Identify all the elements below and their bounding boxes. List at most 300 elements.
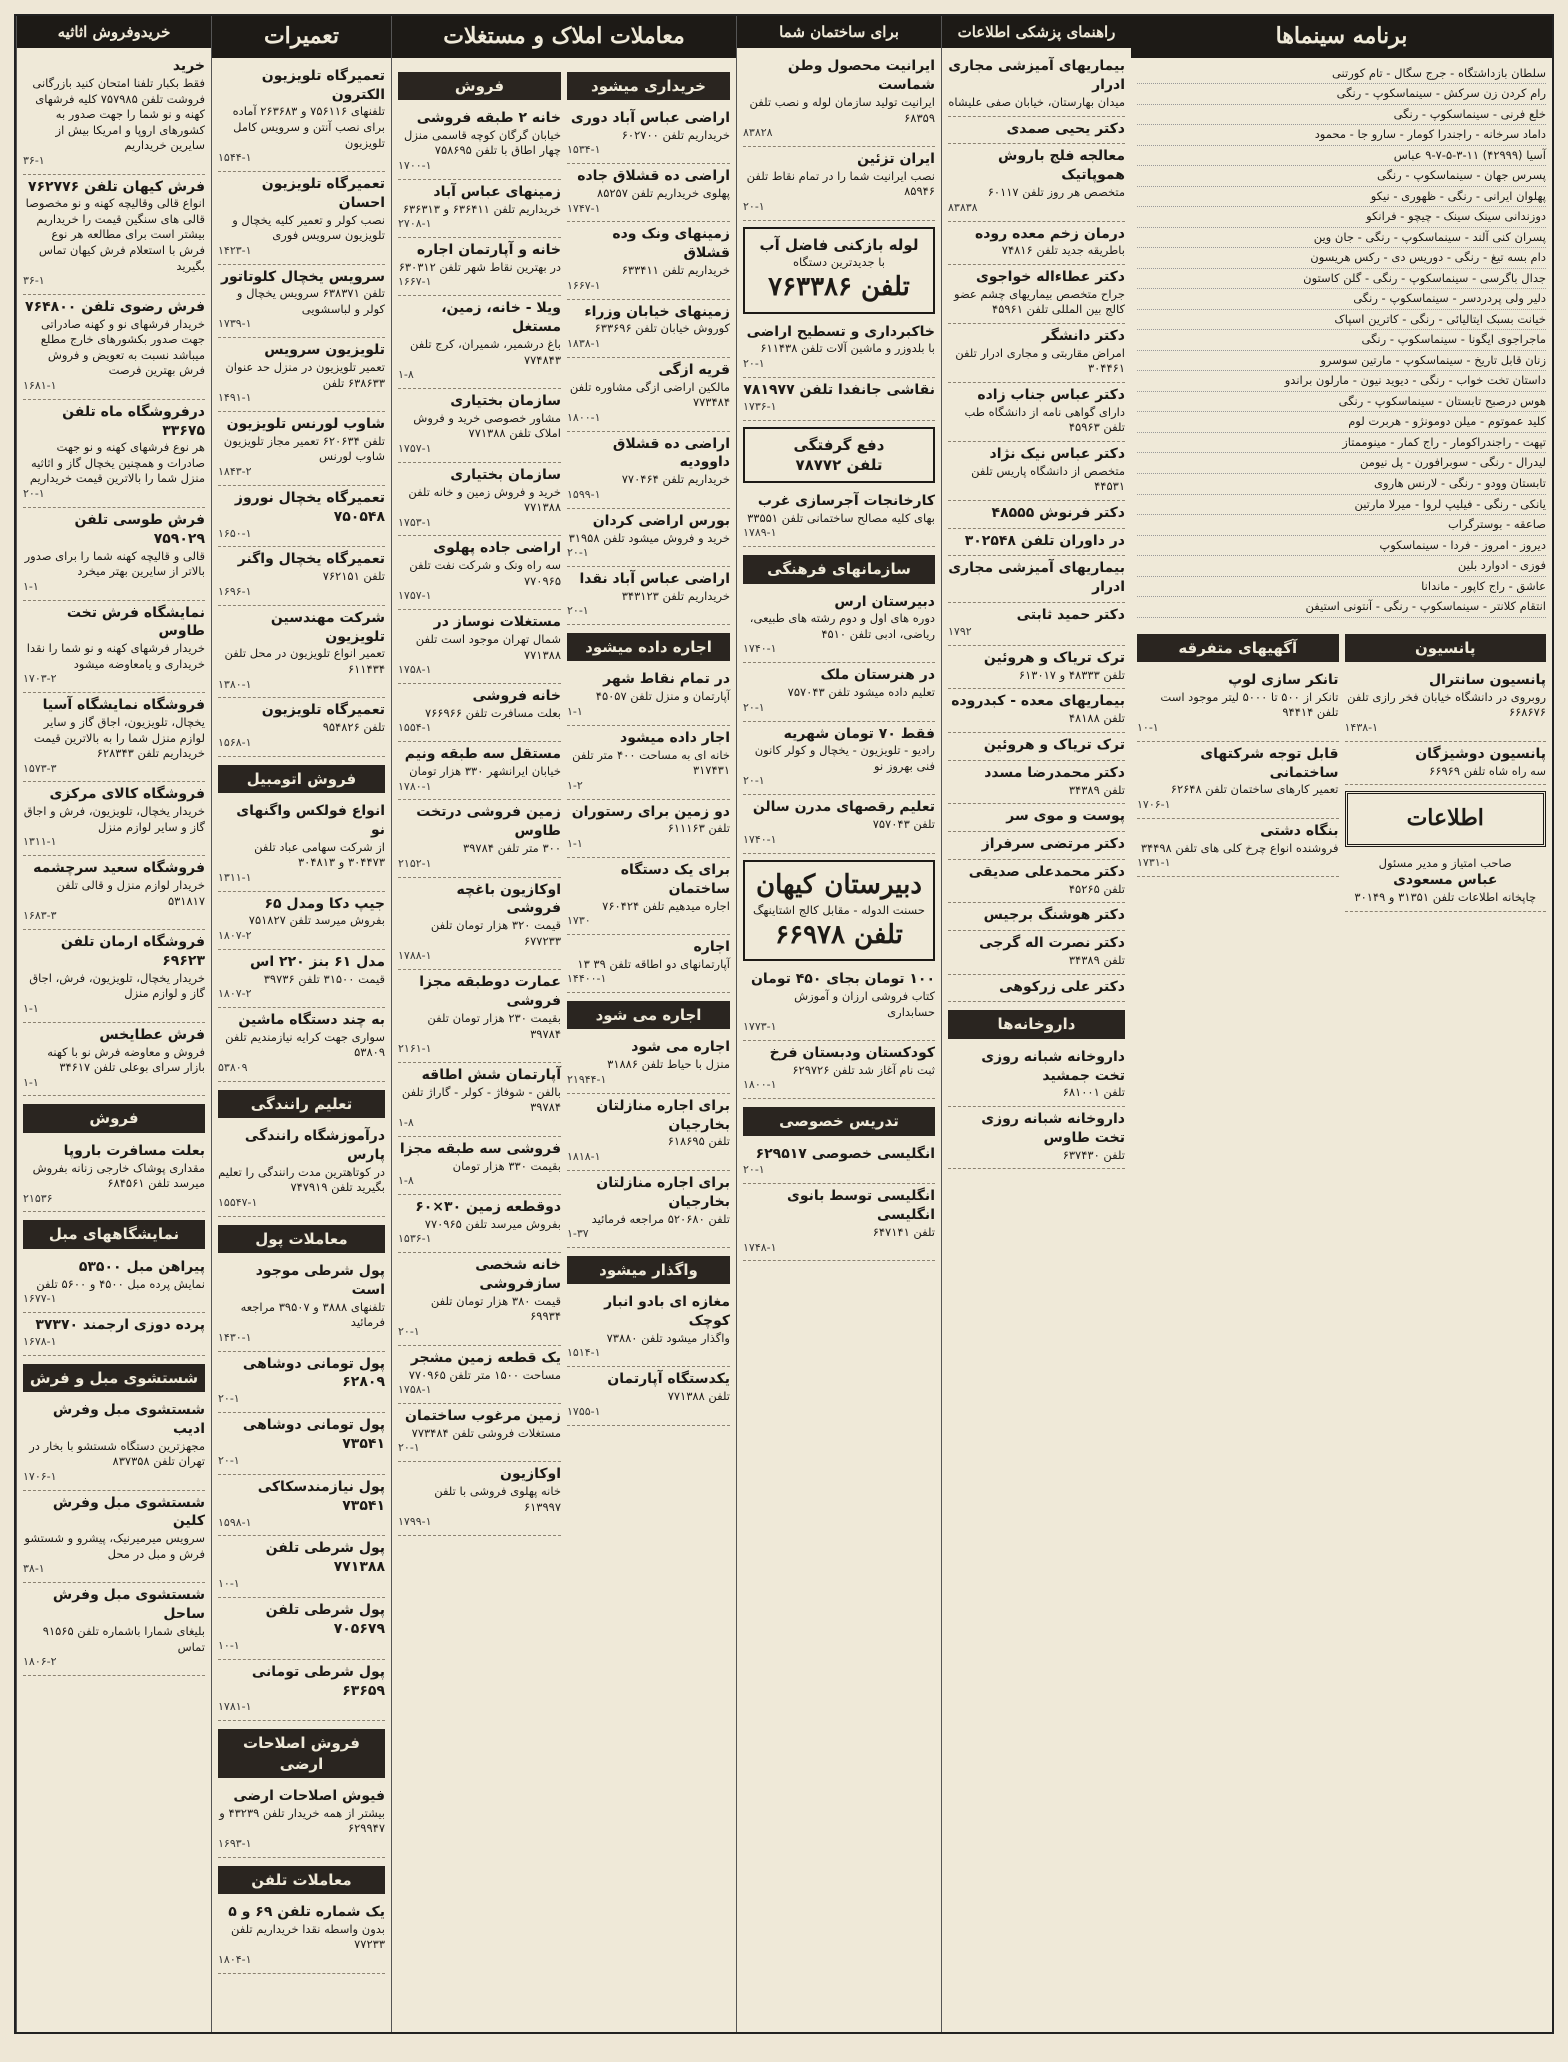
money-header: معاملات پول [218, 1225, 385, 1253]
ad-title: قابل توجه شرکتهای ساختمانی [1200, 745, 1339, 781]
ad-code: ۱۸۰۰-۱ [567, 410, 601, 424]
classified-ad [948, 529, 1125, 557]
classified-ad [743, 722, 935, 796]
ad-code: ۱۷۰۶-۱ [1137, 797, 1171, 811]
ad-title: دکتر یحیی صمدی [1006, 120, 1125, 137]
classified-ad [567, 800, 730, 858]
ad-code: ۱۵۵۴۷-۱ [218, 1195, 258, 1209]
ad-body: خریدار فرشهای کهنه و نو شما را نقدا خریداری و یامعاوضه میشود [26, 641, 205, 671]
ad-title: پول شرطی تلفن ۷۰۵۶۷۹ [265, 1602, 385, 1637]
cinema-listing: پسران کنی آلند - سینماسکوپ - رنگی - جان وین [1137, 228, 1546, 249]
ad-code: ۲۰-۱ [743, 1163, 765, 1177]
pest-ad-box [743, 427, 935, 484]
ad-code: ۱-۱ [23, 1075, 39, 1089]
ad-title: خانه و آپارتمان اجاره [416, 241, 561, 258]
classified-ad [567, 1035, 730, 1093]
ad-code: ۲۰-۱ [743, 199, 765, 213]
kayhan-school-name: دبیرستان کیهان [756, 869, 922, 900]
ad-code: ۱۷۸۱-۱ [218, 1700, 252, 1714]
ad-title: مستقل سه طبقه ونیم [404, 746, 561, 763]
classified-ad [948, 501, 1125, 529]
section-header-building: برای ساختمان شما [737, 16, 941, 48]
col-building [736, 16, 941, 2032]
cinema-listing: داماد سرخانه - راجندرا کومار - سارو جا - محمود [1137, 125, 1546, 146]
sale-ad-title: بعلت مسافرت باروپا [63, 1142, 205, 1159]
land-rights-ads [218, 1784, 385, 1858]
ad-code: ۱۸۰۰-۱ [743, 1078, 777, 1092]
ad-title: یک شماره تلفن ۶۹ و ۵ [228, 1903, 385, 1920]
ad-code: ۱۷۴۰-۱ [743, 832, 777, 846]
ad-body: بعلت مسافرت تلفن ۷۶۶۹۶۶ [424, 705, 561, 720]
classified-ad [567, 567, 730, 625]
ad-code: ۱۴۹۱-۱ [218, 391, 252, 405]
classified-ad [218, 1352, 385, 1414]
classified-ad [948, 860, 1125, 903]
ad-title: برای اجاره منازلتان بخارجیان [596, 1097, 730, 1133]
classified-ad [948, 931, 1125, 974]
ad-title: پیراهن مبل ۵۳۵۰۰ [78, 1258, 205, 1275]
classified-ad [743, 147, 935, 221]
ad-body: میدان بهارستان، خیابان صفی علیشاه [948, 95, 1125, 110]
ad-body: خریدار یخچال، تلویزیون، فرش، اجاق گاز و لوازم منزل [29, 970, 205, 1001]
classified-ad [218, 1475, 385, 1537]
ad-code: ۱-۱ [567, 836, 583, 850]
ad-body: نمایش پرده مبل ۴۵۰۰ و ۵۶۰۰ تلفن [36, 1276, 205, 1291]
ad-code: ۱-۸ [398, 368, 414, 382]
classified-ad [218, 412, 385, 486]
ad-code: ۱۵۹۹-۱ [567, 487, 601, 501]
ad-title: زمین فروشی درتخت طاوس [416, 804, 561, 840]
culture-header: سازمانهای فرهنگی [743, 555, 935, 583]
classified-ad [948, 1107, 1125, 1169]
classified-ad [743, 967, 935, 1041]
classified-ad [398, 1195, 561, 1253]
ad-code: ۱۸۰۷-۲ [218, 928, 252, 942]
ad-code: ۱۶۹۶-۱ [218, 584, 252, 598]
ad-title: جیپ دکا ومدل ۶۵ [264, 895, 385, 912]
ad-body: آپارتمانهای دو اطاقه تلفن ۳۹ ۱۳ [577, 956, 730, 971]
sale-ad-body: مقداری پوشاک خارجی زنانه بفروش میرسد تلفن ۶۸۴۵۶۱ [32, 1160, 205, 1191]
ad-body: تلفن ۷۵۷۰۴۳ [872, 817, 935, 832]
ad-body: خانه پهلوی فروشی با تلفن ۶۱۳۹۹۷ [434, 1484, 561, 1514]
ad-body: تلفن ۶۱۸۶۹۵ [667, 1134, 730, 1149]
ad-title: مستغلات نوساز در [433, 614, 561, 631]
classified-ad [743, 489, 935, 547]
owner-name: عباس مسعودی [1393, 872, 1498, 889]
pension-column [1345, 626, 1547, 912]
ad-title: داروخانه شبانه روزی تخت جمشید [981, 1048, 1125, 1084]
classified-ad [23, 601, 205, 694]
ad-body: خیابان گرگان کوچه قاسمی منزل چهار اطاق با تلفن ۷۵۸۶۹۵ [404, 127, 561, 158]
wash-ads [23, 1398, 205, 1676]
ad-body: قالی و قالیچه کهنه شما را برای صدور بالاتر از سایرین بهتر میخرد [24, 548, 205, 579]
ad-body: تعمیر تلویزیون در منزل حد عنوان ۶۳۸۶۳۳ تلفن [225, 360, 385, 390]
classified-ad [218, 1124, 385, 1217]
ad-title: دکتر عباس نیک نژاد [989, 445, 1125, 462]
ad-title: درآموزشگاه رانندگی پارس [244, 1128, 385, 1163]
teach-ads [743, 1142, 935, 1262]
ad-code: ۱۷۸۹-۱ [743, 526, 777, 540]
cinema-listing: زنان قابل تاریخ - سینماسکوپ - مارتین سوسرو [1137, 351, 1546, 372]
classified-ad [567, 222, 730, 299]
ad-body: مساحت ۱۵۰۰ متر تلفن ۷۷۰۹۶۵ [408, 1367, 561, 1382]
ad-code: ۱۵۳۴-۱ [567, 143, 601, 157]
ad-title: در داوران تلفن ۳۰۲۵۴۸ [964, 532, 1125, 549]
classified-ad [567, 106, 730, 164]
ad-title: تانکر سازی لوپ [1228, 671, 1339, 688]
cinema-listing: کلید عموتوم - میلن دومونژو - هربرت لوم [1137, 412, 1546, 433]
ad-body: نصب ایرانیت شما را در تمام نقاط تلفن ۸۵۹۴۶ [746, 168, 935, 199]
ad-body: مالکین اراضی ازگی مشاوره تلفن ۷۷۳۴۸۴ [569, 379, 730, 410]
classified-ad [218, 1259, 385, 1352]
cinema-listing: ماجراجوی ایگونا - سینماسکوپ - رنگی [1137, 330, 1546, 351]
ad-code: ۱-۲ [567, 778, 583, 792]
ad-code: ۱۸۳۸-۱ [567, 336, 601, 350]
classified-ad [567, 164, 730, 222]
classified-ad [23, 1583, 205, 1676]
classified-ad [218, 1598, 385, 1660]
ad-title: زمینهای ونک وده قشلاق [612, 226, 730, 262]
medical-ads [948, 54, 1125, 1002]
ad-code: ۱۶۷۸-۱ [23, 1334, 57, 1348]
ad-code: ۱۷۴۷-۱ [567, 201, 601, 215]
ad-title: اراضی ده قشلاق جاده [577, 168, 730, 185]
ad-body: شمال تهران موجود است تلفن ۷۷۱۳۸۸ [415, 632, 561, 662]
classified-ad [948, 903, 1125, 931]
ad-code: ۱۵۳۶-۱ [398, 1232, 432, 1246]
classified-ad [23, 54, 205, 174]
classified-ad [398, 610, 561, 684]
ad-code: ۱-۱ [567, 704, 583, 718]
classified-ad [218, 1900, 385, 1974]
ad-title: شاوب لورنس تلویزیون [226, 416, 385, 433]
classified-ad [948, 603, 1125, 646]
classified-ad [743, 54, 935, 147]
ad-title: خانه فروشی [472, 687, 561, 704]
ad-title: بورس اراضی کردان [592, 512, 730, 529]
ad-code: ۱۵۵۴-۱ [398, 721, 432, 735]
classified-ad [948, 265, 1125, 324]
ad-code: ۱-۱ [23, 579, 39, 593]
ad-body: باطریقه جدید تلفن ۷۴۸۱۶ [1001, 243, 1125, 258]
cinema-listing: دام بسه تیغ - رنگی - دوریس دی - رکس هریسون [1137, 248, 1546, 269]
ad-title: تعمیرگاه تلویزیون احسان [261, 175, 385, 211]
ad-body: بیشتر از همه خریدار تلفن ۴۳۲۳۹ و ۶۲۹۹۴۷ [219, 1805, 385, 1836]
cinema-listing: خیانت بسبک ایتالیائی - رنگی - کاترین اسپاک [1137, 310, 1546, 331]
ad-body: پهلوی خریداریم تلفن ۸۵۲۵۷ [597, 186, 730, 201]
building-ads-3 [743, 489, 935, 547]
classified-ad [218, 1784, 385, 1858]
re-sale-ads [398, 106, 561, 1536]
classified-ad [218, 547, 385, 605]
ad-code: ۱۷۳۶-۱ [743, 399, 777, 413]
ad-body: انواع قالی وقالیچه کهنه و نو مخصوصا قالی های سنگین قیمت را خریداریم بیشتر است برای مطالعه هر نوع فرش با استعلام فرش کیهان تماس بگیرید [25, 196, 205, 273]
imprint [1345, 853, 1547, 912]
ad-body: امراض مقاربتی و مجاری ادرار تلفن ۳۰۴۴۶۱ [955, 345, 1125, 376]
ad-title: دکتر هوشنگ برجیس [983, 907, 1125, 924]
classified-ad [218, 1660, 385, 1722]
ad-title: ایران تزئین [857, 150, 935, 167]
ad-body: کوروش خیابان تلفن ۶۳۳۶۹۶ [594, 321, 730, 336]
ad-title: نقاشی جانفدا تلفن ۷۸۱۹۷۷ [743, 381, 935, 398]
ad-title: نمایشگاه فرش تخت طاوس [66, 604, 205, 640]
col-medical [941, 16, 1131, 2032]
ad-body: قیمت ۳۱۵۰۰ تلفن ۳۹۷۳۶ [263, 971, 385, 986]
pest-ad-line1: دفع گرفتگی [793, 435, 885, 454]
ad-title: یکدستگاه آپارتمان [607, 1371, 730, 1388]
classified-ad [948, 646, 1125, 689]
ad-code: ۲۱۵۲-۱ [398, 856, 432, 870]
cinema-listing: یانکی - رنگی - فیلیپ لروا - میرلا مارتین [1137, 495, 1546, 516]
classified-ad [23, 508, 205, 601]
ad-title: تعمیرگاه یخچال نوروز ۷۵۰۵۴۸ [234, 489, 385, 525]
classified-ad [23, 1491, 205, 1584]
sale-ad [23, 1139, 205, 1213]
ad-body: تعلیم داده میشود تلفن ۷۵۷۰۴۳ [787, 685, 935, 700]
ad-title: بنگاه دشتی [1260, 822, 1339, 839]
ad-title: درفروشگاه ماه تلفن ۳۳۶۷۵ [62, 403, 205, 439]
cinema-listing: لیدرال - رنگی - سوبرافورن - پل نیومن [1137, 453, 1546, 474]
ad-body: خرید و فروش میشود تلفن ۳۱۹۵۸ [568, 530, 730, 545]
phone-header: معاملات تلفن [218, 1866, 385, 1894]
re-rent-header: اجاره داده میشود [567, 633, 730, 661]
land-rights-header: فروش اصلاحات ارضی [218, 1729, 385, 1778]
ad-title: زمینهای عباس آباد [433, 183, 561, 200]
pipe-ad-phone: تلفن ۷۶۳۳۸۶ [768, 272, 910, 303]
classified-ad [23, 1023, 205, 1097]
kayhan-school-phone: تلفن ۶۶۹۷۸ [775, 920, 903, 951]
classified-ad [218, 486, 385, 548]
classified-ad [567, 1367, 730, 1425]
classified-ad [218, 64, 385, 172]
ad-title: فرش کیهان تلفن ۷۶۲۷۷۶ [27, 178, 205, 195]
classified-ad [743, 663, 935, 721]
classified-ad [398, 536, 561, 610]
building-ads [743, 54, 935, 220]
ad-body: متخصص از دانشگاه پاریس تلفن ۴۴۵۳۱ [971, 463, 1125, 494]
ettelaat-logo: اطلاعات [1345, 791, 1547, 847]
ad-code: ۱۷۰۰-۱ [398, 158, 432, 172]
ad-title: به چند دستگاه ماشین [238, 1012, 385, 1028]
classified-ad [948, 689, 1125, 732]
classified-ad [743, 795, 935, 853]
ad-body: ۳۰۰ متر تلفن ۳۹۷۸۴ [463, 841, 561, 856]
ad-code: ۲۱۹۴۴-۱ [567, 1072, 607, 1086]
ad-code: ۱۷۸۸-۱ [398, 949, 432, 963]
ad-title: یک قطعه زمین مشجر [410, 1349, 561, 1366]
ad-code: ۱۵۶۸-۱ [218, 735, 252, 749]
furniture-ads [23, 1255, 205, 1356]
classified-ad [218, 799, 385, 892]
classified-ad [398, 1063, 561, 1137]
classified-ad [23, 175, 205, 295]
col-buy-sell [16, 16, 211, 2032]
classified-ad [1345, 742, 1547, 785]
cinema-listing: فوزی - ادوارد بلین [1137, 556, 1546, 577]
classified-ad [567, 1171, 730, 1248]
ad-code: ۲۰-۱ [218, 1453, 240, 1467]
cinema-listing: دوزندانی سینک سینک - چیچو - فرانکو [1137, 207, 1546, 228]
sale-header: فروش [23, 1104, 205, 1132]
ad-code: ۱۶۵۰-۱ [218, 526, 252, 540]
ad-code: ۱۸۰۶-۲ [23, 1655, 57, 1669]
phone-ads [218, 1900, 385, 1974]
ad-title: قریه ازگی [658, 361, 730, 378]
ad-code: ۱۷۹۹-۱ [398, 1515, 432, 1529]
ad-body: واگذار میشود تلفن ۷۳۸۸۰ [606, 1330, 730, 1345]
ad-title: شستشوی مبل وفرش کلین [52, 1494, 205, 1530]
ad-body: بفروش میرسد تلفن ۷۵۱۸۲۷ [248, 913, 385, 928]
ad-body: خریداریم تلفن ۶۳۳۴۱۱ [621, 263, 730, 278]
pharmacy-ads [948, 1045, 1125, 1170]
classified-ad [398, 1404, 561, 1462]
cinema-listing: سلطان بازداشتگاه - جرج سگال - تام کورتنی [1137, 64, 1546, 85]
ad-title: اجاره [693, 938, 730, 955]
ad-body: بدون واسطه نقدا خریداریم تلفن ۷۷۲۳۳ [231, 1921, 385, 1952]
ad-code: ۱۶۹۳-۱ [218, 1836, 252, 1850]
cinema-listing: عاشق - راج کاپور - ماندانا [1137, 577, 1546, 598]
ad-code: ۱-۱ [23, 1001, 39, 1015]
ad-body: جراح متخصص بیماریهای چشم عضو کالج بین المللی تلفن ۴۵۹۶۱ [954, 286, 1125, 317]
ad-code: ۳۶-۱ [23, 274, 45, 288]
ad-code: ۱۷۹۲ [948, 625, 972, 639]
ad-body: خریداریم تلفن ۷۷۰۴۶۴ [621, 472, 730, 487]
ad-body: فروشنده انواع چرخ کلی های تلفن ۳۴۴۹۸ [1140, 840, 1339, 855]
ad-body: فقط بکبار تلفنا امتحان کنید بازرگانی فروشت تلفن ۷۵۷۹۸۵ کلیه فرشهای کهنه و نو شما را جهت صدور به کشورهای اروپا و امریکا بیش از سایرین خریداریم [32, 76, 205, 153]
classified-ad [218, 950, 385, 1008]
ad-code: ۵۳۸۰۹ [218, 1060, 248, 1074]
pipe-ad-line2: با جدیدترین دستگاه [792, 254, 885, 269]
ad-body: سه راه ونک و شرکت نفت تلفن ۷۷۰۹۶۵ [409, 558, 561, 588]
culture-ads [743, 590, 935, 854]
ad-body: هر نوع فرشهای کهنه و نو جهت صادرات و همچنین یخچال گاز و اثاثیه منزل شما را بالاترین قیمت خریداریم [29, 440, 205, 486]
ad-body: خریدار لوازم منزل و قالی تلفن ۵۳۱۸۱۷ [56, 878, 205, 908]
ad-title: در هنرستان ملک [820, 667, 935, 684]
cinema-listing: انتقام کلانتر - سینماسکوپ - رنگی - آنتونی استیفن [1137, 597, 1546, 618]
classified-ad [1137, 819, 1339, 877]
ad-title: پانسیون سانترال [1429, 671, 1546, 688]
owner-label: صاحب امتیاز و مدیر مسئول [1378, 855, 1512, 870]
ad-title: پرده دوزی ارجمند ۳۷۳۷۰ [35, 1316, 205, 1333]
ad-title: بیماریهای آمیزشی مجاری ادرار [948, 58, 1125, 94]
cinema-listing: هوس درصبح تابستان - سینماسکوپ - رنگی [1137, 392, 1546, 413]
ad-code: ۲۰-۱ [567, 546, 589, 560]
ad-title: فروشگاه سعید سرچشمه [33, 860, 205, 877]
ad-body: خریداریم تلفن ۳۴۳۱۲۳ [621, 588, 730, 603]
ad-body: در بهترین نقاط شهر تلفن ۶۳۰۳۱۲ [398, 259, 561, 274]
ad-body: بفروش میرسد تلفن ۷۷۰۹۶۵ [424, 1216, 561, 1231]
real-estate-body [398, 64, 730, 1536]
ad-title: دوقطعه زمین ۳۰×۶۰ [415, 1198, 561, 1215]
ad-title: آپارتمان شش اطاقه [421, 1066, 561, 1083]
ad-title: دکتر محمدرضا مسدد [984, 764, 1125, 781]
wash-header: شستشوی مبل و فرش [23, 1364, 205, 1392]
classified-ad [743, 1184, 935, 1261]
ad-body: خریداریم تلفن ۶۳۶۴۱۱ و ۶۳۶۳۱۳ [402, 201, 561, 216]
ad-code: ۱-۳۷ [567, 1227, 589, 1241]
classified-ad [398, 1462, 561, 1536]
ad-title: اجاره می شود [631, 1039, 730, 1056]
ad-body: سرویس میرمیرنیک، پیشرو و شستشو فرش و مبل در محل [24, 1531, 205, 1561]
ad-code: ۱۷۷۳-۱ [743, 1020, 777, 1034]
real-estate-sale-column [398, 64, 561, 1536]
ad-code: ۱-۸ [398, 1115, 414, 1129]
ad-title: دبیرستان ارس [834, 593, 935, 610]
ad-code: ۲۰-۱ [218, 1392, 240, 1406]
ad-body: خیابان ایرانشهر ۳۳۰ هزار تومان [409, 764, 561, 779]
pension-header: پانسیون [1345, 634, 1547, 662]
ad-title: شرکت مهندسین تلویزیون [270, 609, 385, 645]
building-ads-2 [743, 320, 935, 421]
ad-title: دو زمین برای رستوران [571, 803, 730, 820]
ad-body: دارای گواهی نامه از دانشگاه طب تلفن ۴۵۹۶۳ [964, 404, 1125, 435]
ad-code: ۱۶۸۱-۱ [23, 378, 57, 392]
kayhan-school-address: حسنت الدوله - مقابل کالج اشتاینهگ [753, 902, 925, 917]
furniture-header: نمایشگاههای مبل [23, 1220, 205, 1248]
classified-ad [567, 432, 730, 509]
ad-body: یخچال، تلویزیون، اجاق گاز و سایر لوازم منزل شما را به بالاترین قیمت خریداریم تلفن ۶۲۸۳۴۳ [33, 715, 205, 761]
classified-ad [948, 442, 1125, 501]
ad-title: مدل ۶۱ بنز ۲۲۰ اس [250, 953, 385, 970]
ad-body: تلفن ۴۵۲۶۵ [1068, 881, 1125, 896]
ad-title: فروشی سه طبقه مجزا [399, 1140, 561, 1157]
ad-code: ۸۳۸۳۸ [948, 200, 978, 214]
ad-body: بلیغای شمارا باشماره تلفن ۹۱۵۶۵ تماس [42, 1623, 205, 1654]
classified-ad [567, 667, 730, 725]
ad-title: در تمام نقاط شهر [603, 671, 730, 688]
ad-code: ۲۰-۱ [567, 604, 589, 618]
ad-title: فروشگاه کالای مرکزی [49, 786, 205, 803]
ad-body: خریدار فرشهای نو و کهنه صادراتی جهت صدور بکشورهای خارج مطلع میباشد نسبت به تعویض و فروش فرش بهترین فرصت [40, 316, 205, 378]
classified-ad [398, 970, 561, 1063]
ad-code: ۱۷۳۱-۱ [1137, 856, 1171, 870]
classified-ad [948, 54, 1125, 116]
classified-ad [1345, 668, 1547, 742]
ad-code: ۱۵۴۴-۱ [218, 151, 252, 165]
ad-body: تعمیر کارهای ساختمان تلفن ۶۲۶۴۸ [1170, 782, 1339, 797]
ad-code: ۸۳۸۲۸ [743, 126, 773, 140]
classified-ad [218, 265, 385, 339]
money-ads [218, 1259, 385, 1721]
cinema-listing: داستان تخت خواب - رنگی - دیوید نیون - مارلون براندو [1137, 371, 1546, 392]
ad-title: ۱۰۰ تومان بجای ۴۵۰ تومان [750, 971, 935, 988]
ad-body: بالفن - شوفاژ - کولر - گاراژ تلفن ۳۹۷۸۴ [401, 1084, 561, 1115]
driving-ads [218, 1124, 385, 1217]
classified-ad [743, 320, 935, 378]
ad-code: ۱۴۴۰۰-۱ [567, 972, 607, 986]
ad-body: مجهزترین دستگاه شستشو با بخار در تهران تلفن ۸۳۷۳۵۸ [29, 1438, 205, 1469]
classified-ad [948, 383, 1125, 442]
ad-code: ۱۵۷۳-۳ [23, 761, 57, 775]
ad-body: روبروی در دانشگاه خیابان فخر رازی تلفن ۶۶۸۶۷۶ [1347, 689, 1546, 720]
ad-code: ۱۰-۱ [218, 1577, 240, 1591]
classified-ad [1137, 742, 1339, 819]
ad-code: ۱۵۱۴-۱ [567, 1346, 601, 1360]
ad-code: ۱۵۹۸-۱ [218, 1515, 252, 1529]
classified-ad [23, 1255, 205, 1313]
ad-code: ۱۰-۱ [1137, 720, 1159, 734]
ad-title: درمان زخم معده روده [974, 225, 1125, 242]
ad-title: پول نیازمندسکاکی ۷۳۵۴۱ [257, 1478, 385, 1514]
ad-title: دکتر حمید ثابتی [1016, 607, 1125, 624]
ad-title: دکتر محمدعلی صدیقی [968, 863, 1125, 880]
misc-header: آگهیهای متفرقه [1137, 634, 1339, 662]
building-ads-4 [743, 967, 935, 1099]
classified-ad [398, 1346, 561, 1404]
classified-ad [218, 1536, 385, 1598]
ad-title: ویلا - خانه، زمین، مستغل [441, 300, 561, 336]
cinema-listing: پسرس جهان - سینماسکوپ - رنگی [1137, 166, 1546, 187]
